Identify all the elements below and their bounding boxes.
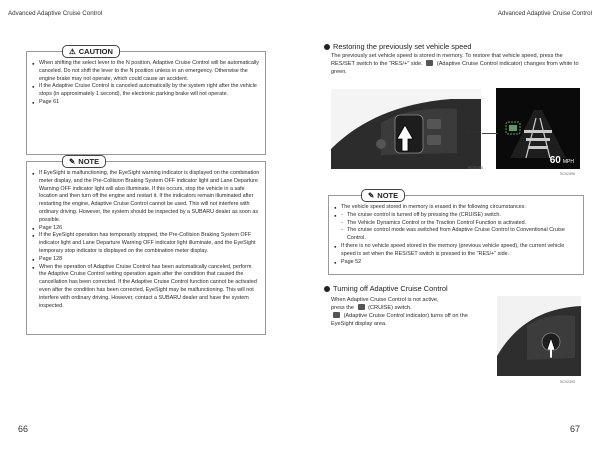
green-callout — [466, 130, 498, 136]
note-pencil-icon: ✎ — [69, 156, 76, 166]
caution-label-text: CAUTION — [78, 47, 113, 56]
caution-item-1: ● When shifting the select lever to the N position, Adaptive Cruise Control will be automatically canceled. Do not shift the lever to the N position unless in an emergency. Otherwise the engine brake may not operate, which could cause an accident. — [32, 60, 260, 83]
callout-line — [482, 133, 498, 134]
figure-cruise-button — [497, 296, 581, 376]
turning-off-line-2a: press the — [331, 305, 355, 311]
caution-item-2: ● If the Adaptive Cruise Control is canceled automatically by the system right after the vehicle stops (in approximately 1 second), the electronic parking brake will not operate. — [32, 83, 260, 99]
restoring-heading — [324, 42, 471, 51]
cruise-indicator-icon-2 — [333, 312, 340, 318]
bullet-icon-2 — [324, 286, 330, 292]
header-right: Advanced Adaptive Cruise Control — [497, 10, 592, 17]
figure-display — [496, 88, 580, 169]
turning-off-line-3-text: (Adaptive Cruise Control indicator) turns off on the EyeSight display area. — [331, 313, 468, 327]
speed-unit: MPH — [562, 159, 574, 165]
note-left-item-2: ● If the EyeSight operation has temporarily stopped, the Pre-Collision Braking System OFF indicator light and Lane Departure Warning OFF indicator light illuminate, and the EyeSight temporary stop indicator is displayed on the combination meter display. — [32, 232, 260, 255]
turning-off-line-2 — [331, 304, 491, 312]
turning-off-heading — [324, 284, 448, 293]
note-right-box — [328, 195, 584, 275]
note-left-item-1: ● If EyeSight is malfunctioning, the EyeSight warning indicator is displayed on the combination meter display, and the Pre-Collision Braking System OFF indicator light and Lane Departure Warning OFF indicator light will also illuminate. If this occurs, stop the vehicle in a safe location and then turn off the engine and restart it. If the indicators remain illuminated after restarting the engine, Adaptive Cruise Control cannot be used. This will not interfere with ordinary driving. However, the system should be inspected by a SUBARU dealer as soon as possible. — [32, 170, 260, 225]
bullet-icon — [324, 44, 330, 50]
note-right-sub-2: - The Vehicle Dynamics Control or the Traction Control Function is activated. — [341, 220, 578, 228]
warning-triangle-icon: ⚠ — [69, 46, 76, 56]
turning-off-line-2b: (CRUISE) switch. — [368, 305, 412, 311]
note-left-box — [26, 161, 266, 335]
figure-code-bottom: SC02393 — [560, 380, 575, 384]
cruise-switch-icon — [358, 304, 365, 310]
note-left-ref-2: ● Page 128 — [32, 256, 260, 264]
note-left-item-3: ● When the operation of Adaptive Cruise Control has been automatically canceled, perform the Adaptive Cruise Control setting operation again after the condition that caused the cancellation has been corrected. If the Adaptive Cruise Control function cannot be activated even after the condition has been corrected, EyeSight may be malfunctioning. This will not interfere with ordinary driving. However, contact a SUBARU dealer and have the system inspected. — [32, 264, 260, 311]
turning-off-line-1: When Adaptive Cruise Control is not active, — [331, 297, 439, 303]
speed-value: 60 — [549, 155, 561, 166]
note-right-label-text: NOTE — [377, 191, 399, 200]
caution-label — [62, 45, 120, 58]
speed-readout — [550, 155, 574, 166]
note-right-label — [361, 189, 405, 202]
green-label: Green — [466, 130, 481, 136]
restoring-heading-text: Restoring the previously set vehicle speed — [333, 42, 472, 51]
steering-switch-illustration — [331, 89, 481, 169]
figure-code-left: SC02395 — [468, 166, 483, 170]
page-number-left: 66 — [18, 424, 29, 434]
caution-box — [26, 51, 266, 155]
header-left: Advanced Adaptive Cruise Control — [8, 10, 103, 17]
note-right-subs — [334, 212, 578, 243]
turning-off-heading-text: Turning off Adaptive Cruise Control — [333, 284, 448, 293]
caution-ref: ● Page 61 — [32, 99, 260, 107]
turning-off-line-3 — [331, 312, 491, 328]
note-right-ref: ● Page 52 — [334, 259, 578, 267]
note-right-sub-1: - ● The cruise control is turned off by pressing the (CRUISE) switch. — [341, 212, 578, 220]
page-number-right: 67 — [569, 424, 580, 434]
note-right-item-2: ● If there is no vehicle speed stored in the memory (previous vehicle speed), the current vehicle speed is set when the RES/SET switch is pressed to the "RES/+" side. — [334, 243, 578, 259]
restoring-text — [331, 52, 583, 76]
note-right-item-1: ● The vehicle speed stored in memory is erased in the following circumstances: — [334, 204, 578, 212]
figure-steering-switch — [331, 89, 481, 169]
figure-code-right: SC02396 — [560, 172, 575, 176]
note-left-label — [62, 155, 106, 168]
note-pencil-icon-right: ✎ — [368, 190, 375, 200]
note-right-sub-3: - The cruise control mode was switched from Adaptive Cruise Control to Conventional Cruise Control. — [341, 227, 578, 243]
cruise-button-illustration — [497, 296, 581, 376]
cruise-indicator-icon — [426, 60, 433, 66]
turning-off-text — [331, 296, 491, 328]
note-left-label-text: NOTE — [78, 157, 100, 166]
restoring-text-b: (Adaptive Cruise Control indicator) changes from white to green. — [331, 61, 579, 75]
note-left-ref-1: ● Page 126 — [32, 225, 260, 233]
restoring-text-a: The previously set vehicle speed is stored in memory. To restore that vehicle speed, press the RES/SET switch to the "RES/+" side. — [331, 53, 563, 67]
